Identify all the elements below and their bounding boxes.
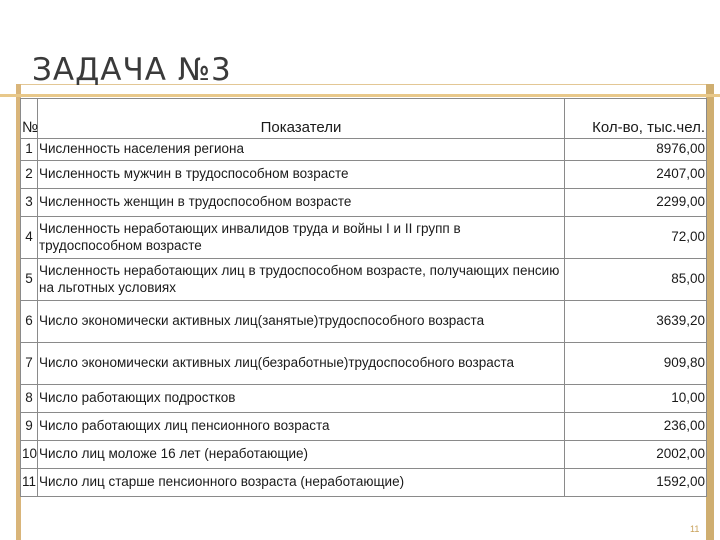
row-num: 9 xyxy=(21,413,38,441)
table-row xyxy=(21,343,707,385)
row-num: 5 xyxy=(21,259,38,301)
row-value: 2002,00 xyxy=(565,441,707,469)
table-row xyxy=(21,413,707,441)
row-indicator: Число работающих лиц пенсионного возраста xyxy=(38,413,565,441)
row-value: 10,00 xyxy=(565,385,707,413)
row-indicator: Число экономически активных лиц(безработные)трудоспособного возраста xyxy=(38,343,565,385)
row-indicator: Численность населения региона xyxy=(38,139,565,161)
row-num: 10 xyxy=(21,441,38,469)
table-row xyxy=(21,385,707,413)
row-indicator: Число лиц старше пенсионного возраста (неработающие) xyxy=(38,469,565,497)
row-indicator: Число работающих подростков xyxy=(38,385,565,413)
row-indicator: Численность женщин в трудоспособном возрасте xyxy=(38,189,565,217)
row-value: 72,00 xyxy=(565,217,707,259)
table-row xyxy=(21,301,707,343)
row-num: 4 xyxy=(21,217,38,259)
page-number: 11 xyxy=(690,524,700,534)
right-frame-bar xyxy=(706,84,714,540)
row-value: 2299,00 xyxy=(565,189,707,217)
table-row xyxy=(21,441,707,469)
row-num: 3 xyxy=(21,189,38,217)
table-row xyxy=(21,469,707,497)
row-indicator: Число экономически активных лиц(занятые)трудоспособного возраста xyxy=(38,301,565,343)
header-num: № xyxy=(21,99,38,139)
row-value: 1592,00 xyxy=(565,469,707,497)
row-num: 6 xyxy=(21,301,38,343)
row-num: 7 xyxy=(21,343,38,385)
row-indicator: Численность неработающих инвалидов труда и войны I и II групп в трудоспособном возрасте xyxy=(38,217,565,259)
header-indicator: Показатели xyxy=(38,99,565,139)
row-num: 2 xyxy=(21,161,38,189)
row-indicator: Число лиц моложе 16 лет (неработающие) xyxy=(38,441,565,469)
row-value: 85,00 xyxy=(565,259,707,301)
row-value: 236,00 xyxy=(565,413,707,441)
row-num: 1 xyxy=(21,139,38,161)
row-num: 11 xyxy=(21,469,38,497)
table-row xyxy=(21,161,707,189)
row-value: 3639,20 xyxy=(565,301,707,343)
table-row xyxy=(21,139,707,161)
table-header-row xyxy=(21,99,707,139)
title-underline xyxy=(0,94,720,97)
row-value: 2407,00 xyxy=(565,161,707,189)
header-value: Кол-во, тыс.чел. xyxy=(565,99,707,139)
row-num: 8 xyxy=(21,385,38,413)
table-row xyxy=(21,259,707,301)
row-value: 8976,00 xyxy=(565,139,707,161)
row-indicator: Численность мужчин в трудоспособном возрасте xyxy=(38,161,565,189)
table-row xyxy=(21,189,707,217)
row-value: 909,80 xyxy=(565,343,707,385)
table-row xyxy=(21,217,707,259)
slide-title: ЗАДАЧА №3 xyxy=(32,52,232,88)
row-indicator: Численность неработающих лиц в трудоспособном возрасте, получающих пенсию на льготных условиях xyxy=(38,259,565,301)
indicators-table xyxy=(20,98,707,497)
